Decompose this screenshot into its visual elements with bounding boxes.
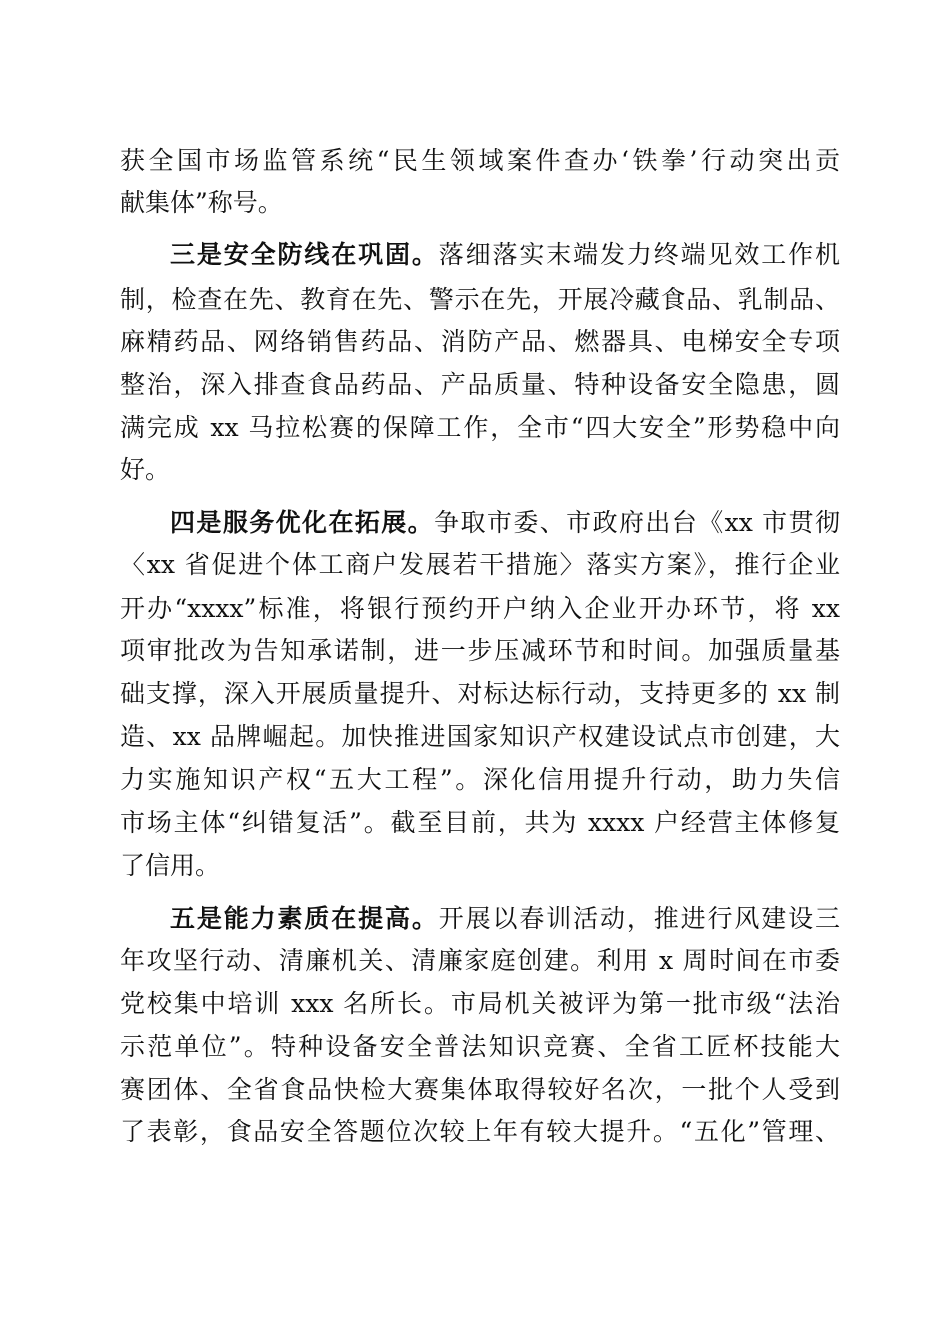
paragraph-2-text: 落细落实末端发力终端见效工作机 bbox=[438, 240, 840, 269]
paragraph-2-lead: 三是安全防线在巩固。 bbox=[170, 240, 439, 269]
paragraph-2-line-5: 满完成 xx 马拉松赛的保障工作，全市“四大安全”形势稳中向 bbox=[120, 413, 840, 442]
paragraph-4-lead: 五是能力素质在提高。 bbox=[170, 904, 439, 933]
paragraph-2-line-1 bbox=[170, 240, 840, 270]
paragraph-3-line-8: 市场主体“纠错复活”。截至目前，共为 xxxx 户经营主体修复 bbox=[120, 808, 840, 837]
paragraph-2-line-3: 麻精药品、网络销售药品、消防产品、燃器具、电梯安全专项 bbox=[120, 327, 840, 356]
paragraph-4-line-3: 党校集中培训 xxx 名所长。市局机关被评为第一批市级“法治 bbox=[120, 989, 840, 1018]
paragraph-3-line-4: 项审批改为告知承诺制，进一步压减环节和时间。加强质量基 bbox=[120, 636, 840, 665]
paragraph-4-line-2: 年攻坚行动、清廉机关、清廉家庭创建。利用 x 周时间在市委 bbox=[120, 946, 840, 975]
paragraph-3-line-7: 力实施知识产权“五大工程”。深化信用提升行动，助力失信 bbox=[120, 765, 840, 794]
paragraph-3-lead: 四是服务优化在拓展。 bbox=[170, 508, 435, 537]
paragraph-3-line-9: 了信用。 bbox=[120, 851, 221, 880]
paragraph-1-line-2: 献集体”称号。 bbox=[120, 188, 283, 217]
paragraph-3-line-2: 〈xx 省促进个体工商户发展若干措施〉落实方案》，推行企业 bbox=[120, 550, 840, 579]
paragraph-3-line-5: 础支撑，深入开展质量提升、对标达标行动，支持更多的 xx 制 bbox=[120, 679, 840, 708]
paragraph-4-line-4: 示范单位”。特种设备安全普法知识竞赛、全省工匠杯技能大 bbox=[120, 1032, 840, 1061]
paragraph-2-line-6: 好。 bbox=[120, 455, 171, 484]
paragraph-4-text: 开展以春训活动，推进行风建设三 bbox=[438, 904, 840, 933]
paragraph-1-line-1: 获全国市场监管系统“民生领域案件查办‘铁拳’行动突出贡 bbox=[120, 146, 840, 175]
paragraph-3-line-3: 开办“xxxx”标准，将银行预约开户纳入企业开办环节，将 xx bbox=[120, 594, 840, 623]
paragraph-2-line-2: 制，检查在先、教育在先、警示在先，开展冷藏食品、乳制品、 bbox=[120, 285, 840, 314]
paragraph-3-line-1 bbox=[170, 508, 840, 538]
paragraph-3-line-6: 造、xx 品牌崛起。加快推进国家知识产权建设试点市创建，大 bbox=[120, 722, 840, 751]
paragraph-2-line-4: 整治，深入排查食品药品、产品质量、特种设备安全隐患，圆 bbox=[120, 370, 840, 399]
paragraph-4-line-6: 了表彰，食品安全答题位次较上年有较大提升。“五化”管理、 bbox=[120, 1117, 840, 1146]
paragraph-4-line-5: 赛团体、全省食品快检大赛集体取得较好名次，一批个人受到 bbox=[120, 1075, 840, 1104]
paragraph-4-line-1 bbox=[170, 904, 840, 934]
paragraph-3-text: 争取市委、市政府出台《xx 市贯彻 bbox=[434, 508, 840, 537]
